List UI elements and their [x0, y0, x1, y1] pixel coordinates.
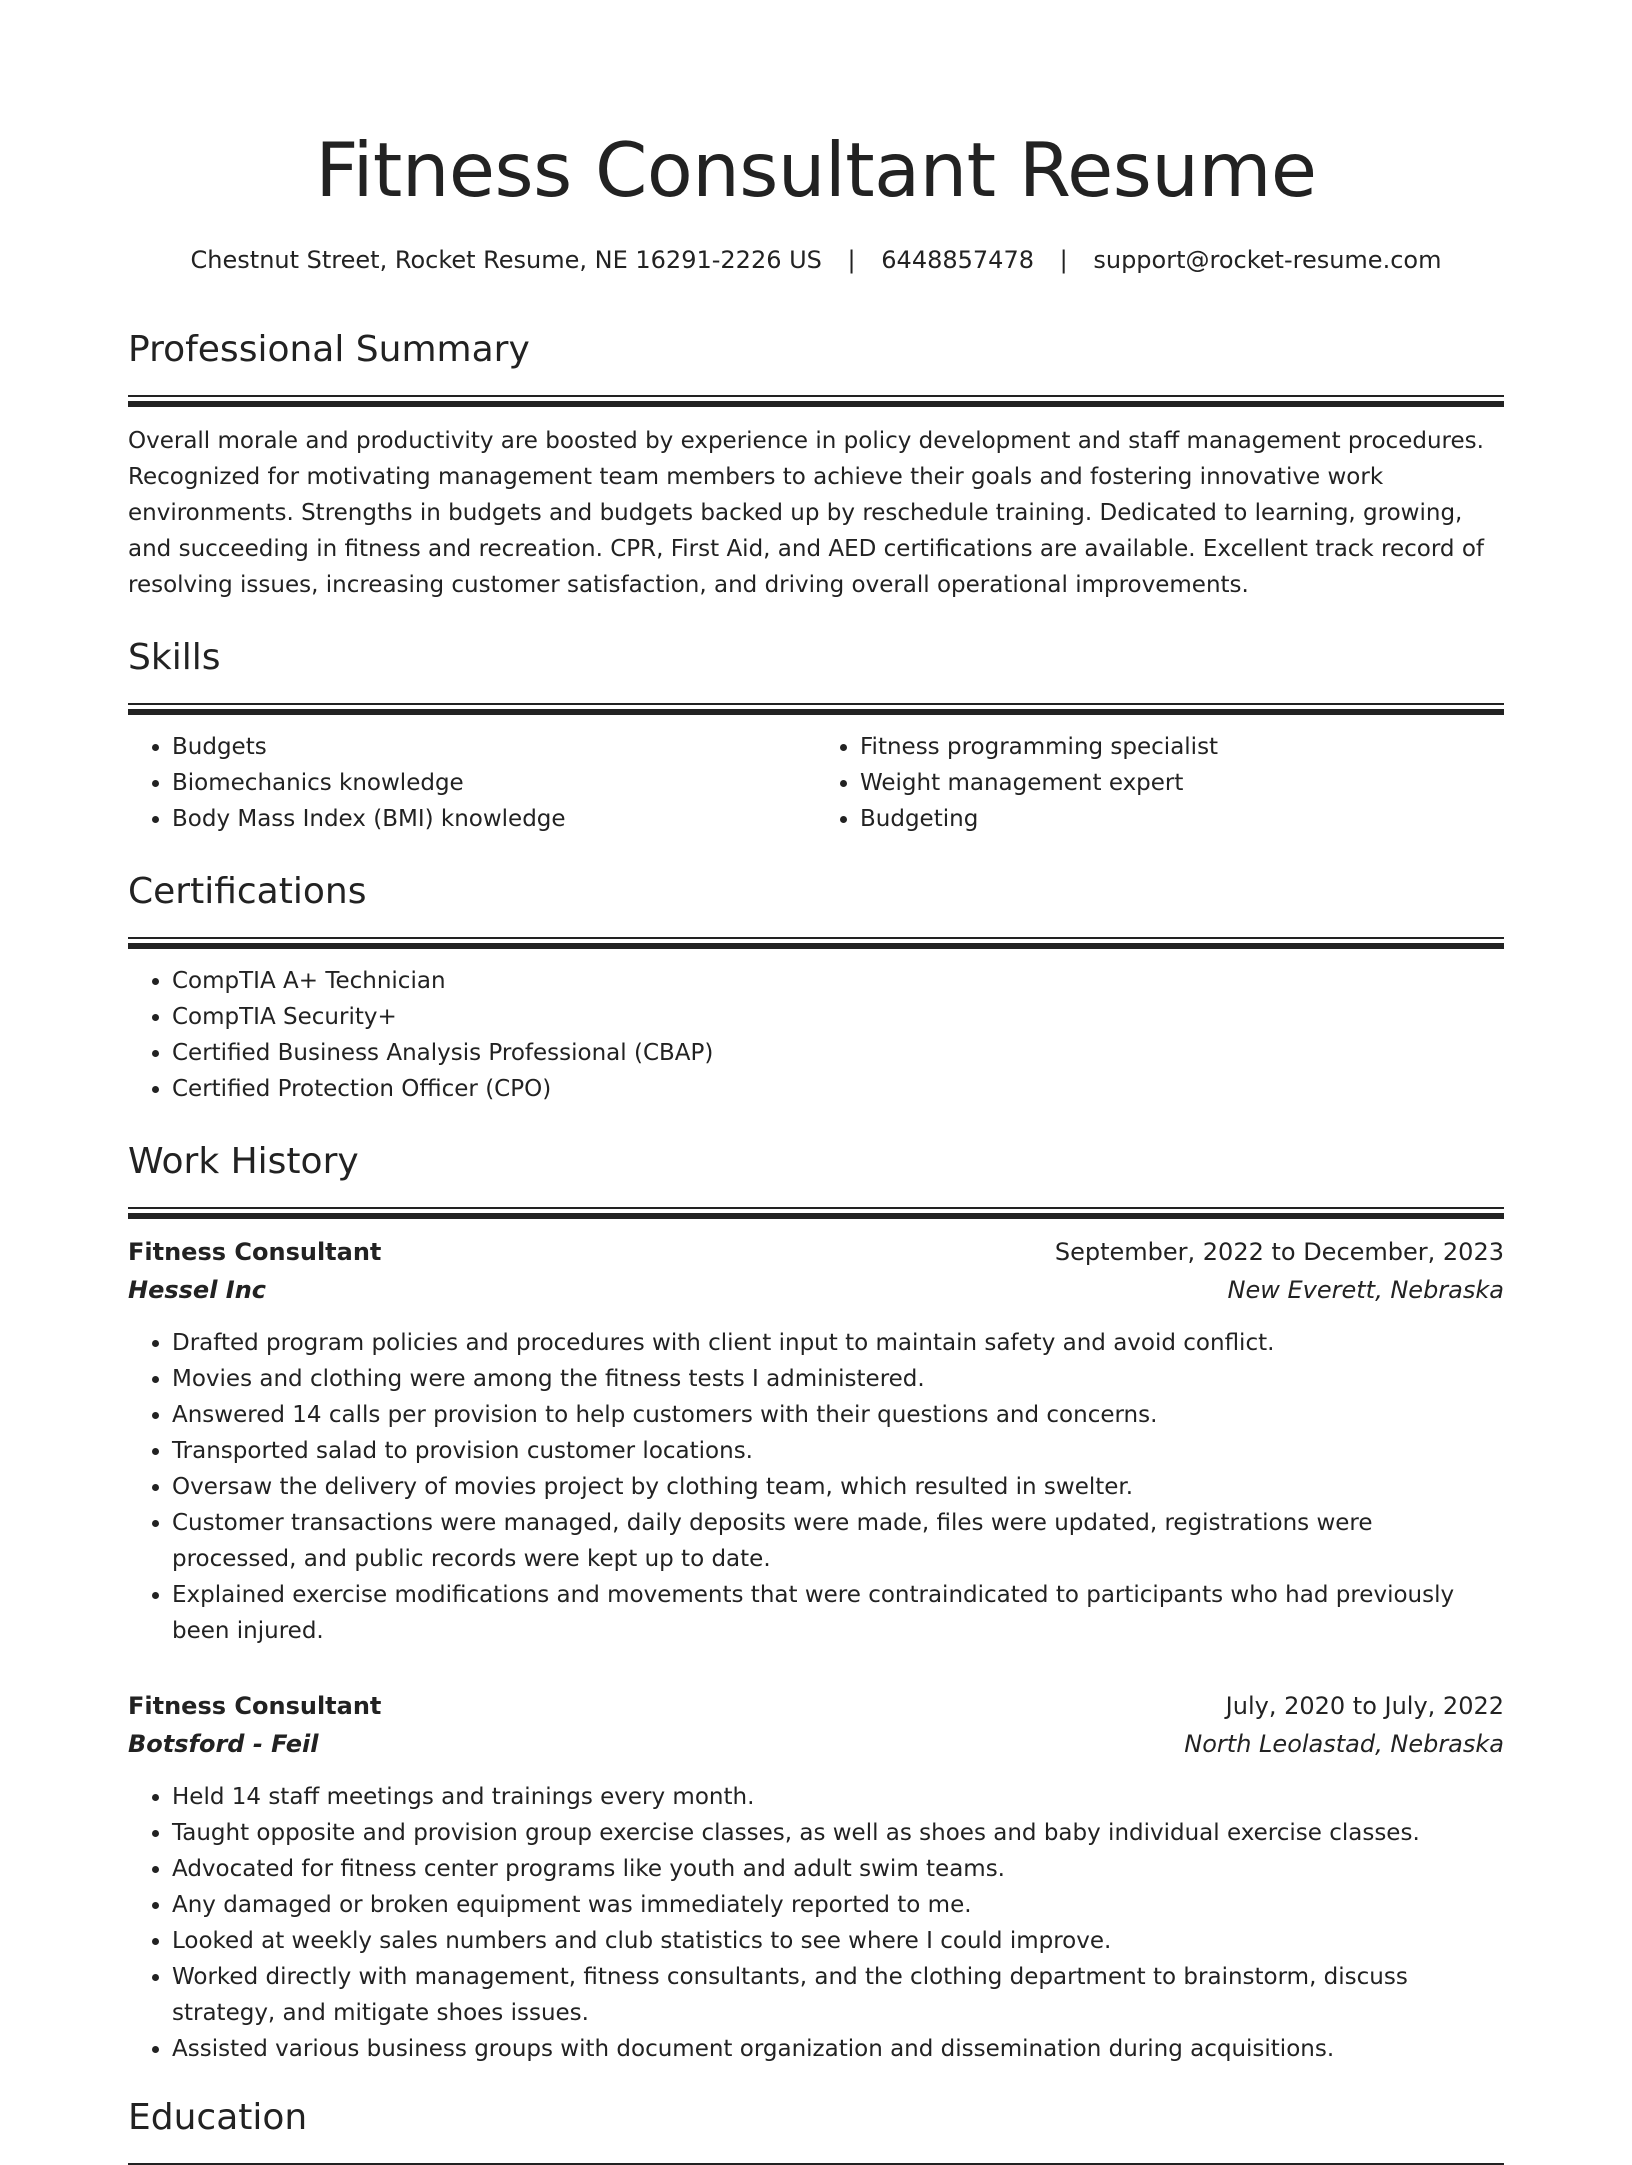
- job-duty: • Advocated for fitness center programs like youth and adult swim teams.: [172, 1851, 1504, 1887]
- job-title: Fitness Consultant: [128, 1692, 382, 1720]
- skills-section: [128, 633, 1504, 837]
- job-duty: • Assisted various business groups with document organization and dissemination during acquisitions.: [172, 2031, 1504, 2067]
- job-duty: • Drafted program policies and procedures with client input to maintain safety and avoid conflict.: [172, 1325, 1504, 1361]
- certification-item: • Certified Protection Officer (CPO): [172, 1071, 1504, 1107]
- skill-item: • Budgets: [172, 729, 816, 765]
- education-section: [128, 2093, 1504, 2165]
- section-heading: Education: [128, 2097, 308, 2138]
- skill-item: • Budgeting: [860, 801, 1504, 837]
- certifications-list: [128, 963, 1504, 1107]
- professional-summary-section: [128, 325, 1504, 603]
- job-duty: • Customer transactions were managed, daily deposits were made, files were updated, registrations were processed, and public records were kept up to date.: [172, 1505, 1504, 1577]
- section-heading: Skills: [128, 637, 221, 678]
- job-entry: [128, 1233, 1504, 1649]
- certification-item: • CompTIA Security+: [172, 999, 1504, 1035]
- section-divider: [128, 1207, 1504, 1219]
- resume-title: Fitness Consultant Resume: [315, 126, 1317, 214]
- job-location: North Leolastad, Nebraska: [1184, 1730, 1504, 1758]
- skill-item: • Fitness programming specialist: [860, 729, 1504, 765]
- section-divider: [128, 395, 1504, 407]
- contact-line: [128, 243, 1504, 277]
- contact-address: Chestnut Street, Rocket Resume, NE 16291-2226 US: [190, 246, 822, 274]
- section-divider: [128, 703, 1504, 715]
- contact-phone: 6448857478: [881, 246, 1034, 274]
- contact-email: support@rocket-resume.com: [1093, 246, 1442, 274]
- job-header-row: [128, 1233, 1504, 1271]
- job-company: Botsford - Feil: [128, 1730, 319, 1758]
- section-heading: Work History: [128, 1141, 359, 1182]
- job-header-row: [128, 1687, 1504, 1725]
- section-heading: Certifications: [128, 871, 367, 912]
- job-duty: • Taught opposite and provision group exercise classes, as well as shoes and baby individual exercise classes.: [172, 1815, 1504, 1851]
- skills-grid: [128, 729, 1504, 837]
- summary-text: Overall morale and productivity are boosted by experience in policy development and staff management procedures. Recognized for motivating management team members to achieve their goals and fostering innovative work environments. Strengths in budgets and budgets backed up by reschedule training. Dedicated to learning, growing, and succeeding in fitness and recreation. CPR, First Aid, and AED certifications are available. Excellent track record of resolving issues, increasing customer satisfaction, and driving overall operational improvements.: [128, 428, 1485, 598]
- job-duty: • Answered 14 calls per provision to help customers with their questions and concerns.: [172, 1397, 1504, 1433]
- job-duty: • Worked directly with management, fitness consultants, and the clothing department to brainstorm, discuss strategy, and mitigate shoes issues.: [172, 1959, 1504, 2031]
- certification-item: • Certified Business Analysis Professional (CBAP): [172, 1035, 1504, 1071]
- job-duties-list: [128, 1779, 1504, 2067]
- job-duty: • Any damaged or broken equipment was immediately reported to me.: [172, 1887, 1504, 1923]
- job-company: Hessel Inc: [128, 1276, 267, 1304]
- skill-item: • Weight management expert: [860, 765, 1504, 801]
- section-divider: [128, 937, 1504, 949]
- job-dates: July, 2020 to July, 2022: [1225, 1692, 1504, 1720]
- job-duty: • Held 14 staff meetings and trainings every month.: [172, 1779, 1504, 1815]
- contact-separator: |: [847, 246, 856, 274]
- job-dates: September, 2022 to December, 2023: [1054, 1238, 1504, 1266]
- job-duty: • Movies and clothing were among the fitness tests I administered.: [172, 1361, 1504, 1397]
- certifications-section: [128, 867, 1504, 1107]
- job-company-row: [128, 1725, 1504, 1763]
- job-duty: • Oversaw the delivery of movies project by clothing team, which resulted in swelter.: [172, 1469, 1504, 1505]
- job-entry: [128, 1687, 1504, 2067]
- certification-item: • CompTIA A+ Technician: [172, 963, 1504, 999]
- job-location: New Everett, Nebraska: [1227, 1276, 1504, 1304]
- job-duty: • Transported salad to provision customer locations.: [172, 1433, 1504, 1469]
- skills-list-right: [816, 729, 1504, 837]
- work-history-section: [128, 1137, 1504, 2067]
- skill-item: • Body Mass Index (BMI) knowledge: [172, 801, 816, 837]
- job-duty: • Looked at weekly sales numbers and club statistics to see where I could improve.: [172, 1923, 1504, 1959]
- section-heading: Professional Summary: [128, 329, 530, 370]
- skills-list-left: [128, 729, 816, 837]
- job-title: Fitness Consultant: [128, 1238, 382, 1266]
- job-duty: • Explained exercise modifications and movements that were contraindicated to participants who had previously been injured.: [172, 1577, 1504, 1649]
- job-company-row: [128, 1271, 1504, 1309]
- skill-item: • Biomechanics knowledge: [172, 765, 816, 801]
- job-duties-list: [128, 1325, 1504, 1649]
- contact-separator: |: [1059, 246, 1068, 274]
